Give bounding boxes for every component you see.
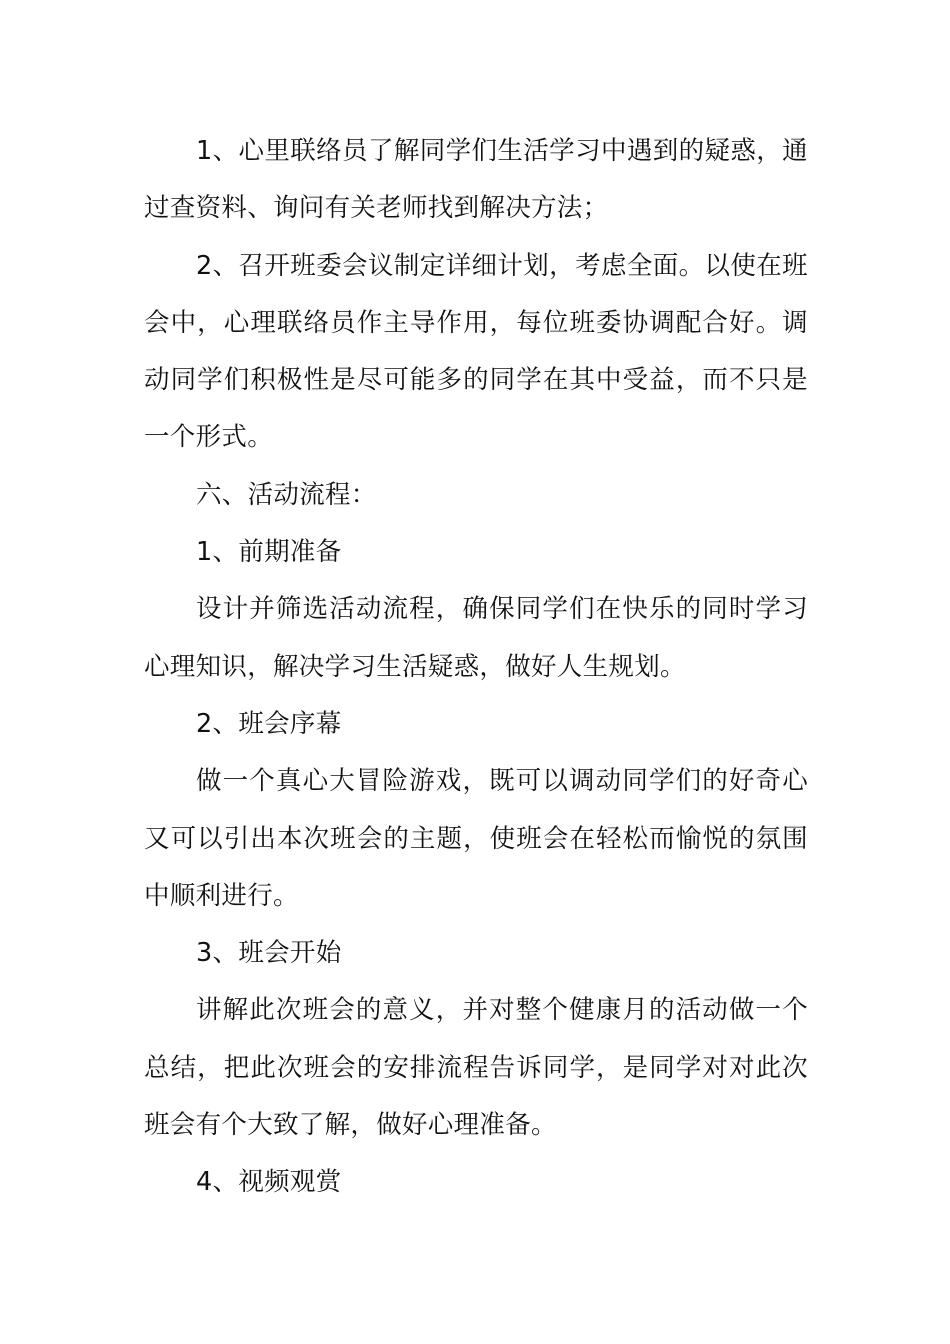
paragraph-step-2-committee-meeting: 2、召开班委会议制定详细计划，考虑全面。以使在班会中，心理联络员作主导作用，每位班委协调配合好。调动同学们积极性是尽可能多的同学在其中受益，而不只是一个形式。 <box>144 250 808 453</box>
paragraph-meeting-start: 讲解此次班会的意义，并对整个健康月的活动做一个总结，把此次班会的安排流程告诉同学，是同学对对此次班会有个大致了解，做好心理准备。 <box>144 995 808 1141</box>
paragraph-prelude: 做一个真心大冒险游戏，既可以调动同学们的好奇心又可以引出本次班会的主题，使班会在轻松而愉悦的氛围中顺利进行。 <box>144 766 808 911</box>
document-body <box>144 123 808 1212</box>
subheading-meeting-start: 3、班会开始 <box>196 938 342 969</box>
section-heading-activity-process: 六、活动流程： <box>196 479 377 510</box>
paragraph-step-1-liaison: 1、心里联络员了解同学们生活学习中遇到的疑惑，通过查资料、询问有关老师找到解决方法； <box>144 136 808 224</box>
paragraph-preparation: 设计并筛选活动流程，确保同学们在快乐的同时学习心理知识，解决学习生活疑惑，做好人生规划。 <box>144 594 808 682</box>
subheading-video-viewing: 4、视频观赏 <box>196 1167 342 1198</box>
subheading-prelude: 2、班会序幕 <box>196 708 342 739</box>
subheading-preparation: 1、前期准备 <box>196 537 342 568</box>
